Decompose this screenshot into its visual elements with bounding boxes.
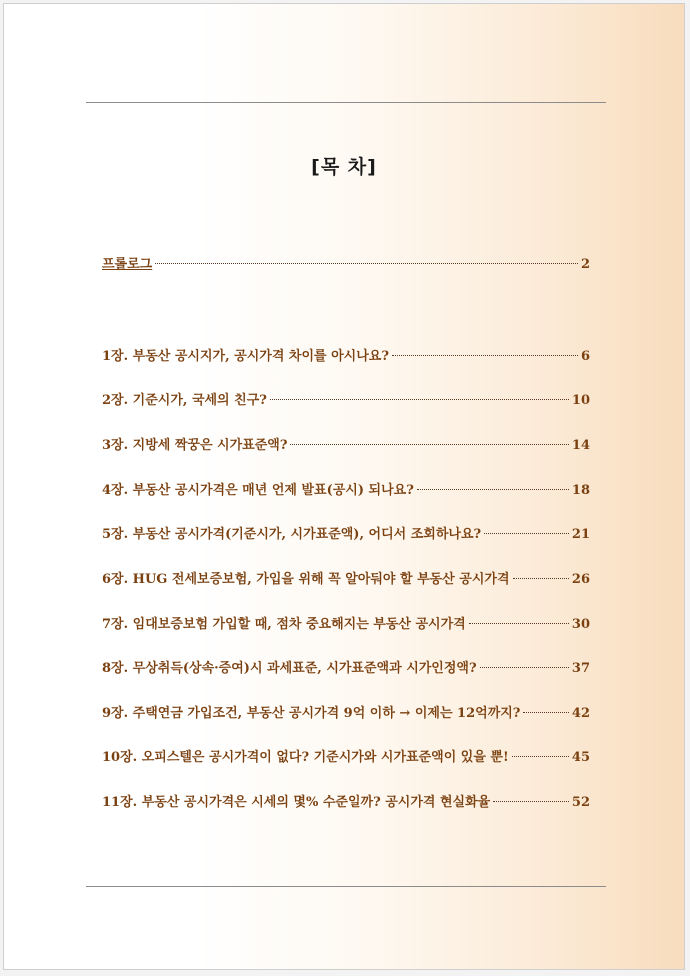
toc-entry-label[interactable]: 프롤로그 [102, 257, 153, 272]
toc-entry-prologue[interactable] [102, 253, 590, 273]
toc-leader [392, 355, 578, 356]
toc-leader [513, 578, 569, 579]
toc-page-number: 21 [571, 527, 590, 542]
toc-leader [417, 489, 569, 490]
toc-leader [484, 533, 569, 534]
toc-entry-label[interactable]: 1장. 부동산 공시지가, 공시가격 차이를 아시나요? [102, 349, 389, 364]
toc-entry-label[interactable]: 5장. 부동산 공시가격(기준시가, 시가표준액), 어디서 조회하나요? [102, 527, 482, 542]
toc-page-number: 26 [571, 572, 590, 587]
toc-page-number: 30 [571, 617, 590, 632]
toc-entry-chapter-6[interactable] [102, 568, 590, 588]
toc-entry-label[interactable]: 10장. 오피스텔은 공시가격이 없다? 기준시가와 시가표준액이 있을 뿐! [102, 750, 509, 765]
toc-entry-chapter-11[interactable] [102, 791, 590, 811]
toc-entry-label[interactable]: 6장. HUG 전세보증보험, 가입을 위해 꼭 알아둬야 할 부동산 공시가격 [102, 572, 510, 587]
toc-leader [512, 756, 569, 757]
toc-entry-chapter-3[interactable] [102, 434, 590, 454]
toc-entry-label[interactable]: 9장. 주택연금 가입조건, 부동산 공시가격 9억 이하 → 이제는 12억까지? [102, 706, 521, 721]
top-rule [86, 102, 606, 103]
toc-entry-chapter-1[interactable] [102, 345, 590, 365]
toc-entry-chapter-9[interactable] [102, 702, 590, 722]
toc-entry-label[interactable]: 8장. 무상취득(상속·증여)시 과세표준, 시가표준액과 시가인정액? [102, 661, 477, 676]
toc-page-number: 52 [571, 795, 590, 810]
toc-entry-label[interactable]: 2장. 기준시가, 국세의 친구? [102, 393, 267, 408]
toc-entry-label[interactable]: 7장. 임대보증보험 가입할 때, 점차 중요해지는 부동산 공시가격 [102, 617, 466, 632]
toc-page-number: 6 [580, 349, 590, 364]
toc-entry-chapter-2[interactable] [102, 389, 590, 409]
toc-entry-chapter-5[interactable] [102, 523, 590, 543]
toc-entry-label[interactable]: 11장. 부동산 공시가격은 시세의 몇% 수준일까? 공시가격 현실화율 [102, 795, 491, 810]
toc-page-number: 42 [571, 706, 590, 721]
toc-page-number: 2 [580, 257, 590, 272]
toc-entry-chapter-7[interactable] [102, 613, 590, 633]
toc-entry-label[interactable]: 3장. 지방세 짝꿍은 시가표준액? [102, 438, 288, 453]
bottom-rule [86, 886, 606, 887]
toc-page-number: 14 [571, 438, 590, 453]
toc-leader [469, 623, 569, 624]
toc-entry-chapter-8[interactable] [102, 657, 590, 677]
document-page [3, 3, 685, 970]
toc-page-number: 18 [571, 483, 590, 498]
page-title: [목 차] [311, 156, 377, 178]
toc-leader [270, 399, 569, 400]
toc-page-number: 37 [571, 661, 590, 676]
toc-entry-label[interactable]: 4장. 부동산 공시가격은 매년 언제 발표(공시) 되나요? [102, 483, 414, 498]
toc-entry-chapter-10[interactable] [102, 746, 590, 766]
toc-entry-chapter-4[interactable] [102, 479, 590, 499]
toc-leader [493, 801, 569, 802]
toc-leader [290, 444, 568, 445]
toc-leader [155, 263, 578, 264]
toc-leader [523, 712, 568, 713]
toc-page-number: 45 [571, 750, 590, 765]
toc-page-number: 10 [571, 393, 590, 408]
toc-leader [480, 667, 569, 668]
